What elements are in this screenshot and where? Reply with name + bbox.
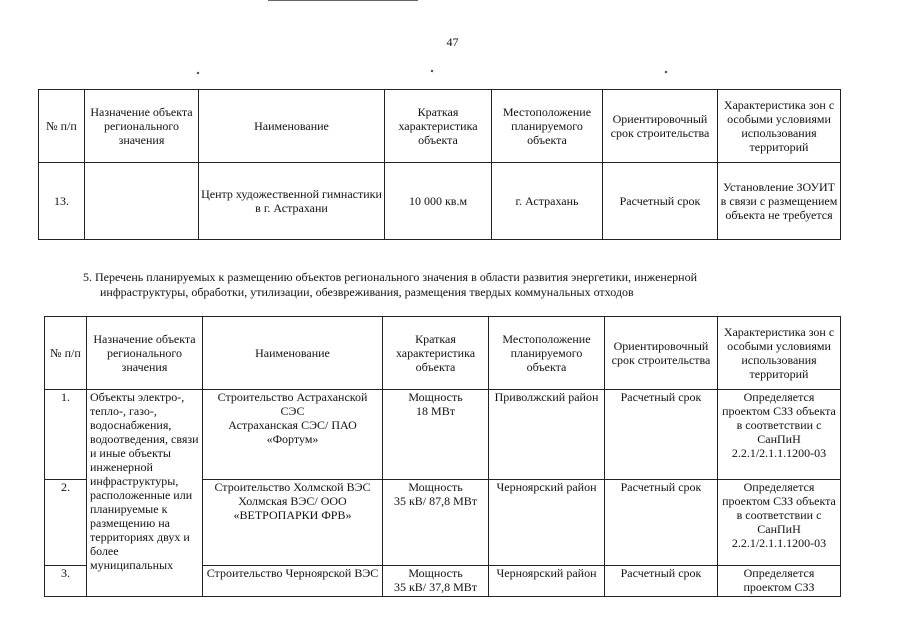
header-cell: Ориентировочный срок строительства xyxy=(605,317,718,390)
scan-speck xyxy=(431,70,434,73)
scan-speck xyxy=(197,72,200,75)
row-term: Расчетный срок xyxy=(603,163,718,240)
objects-table-2 xyxy=(44,316,841,597)
page-number: 47 xyxy=(446,35,459,49)
row-zones: Определяется проектом СЗЗ xyxy=(718,566,841,597)
row-name xyxy=(203,390,383,480)
row-char-line: 35 кВ/ 87,8 МВт xyxy=(393,494,478,508)
row-characteristic xyxy=(383,566,489,597)
row-char-line: Мощность xyxy=(408,566,463,580)
row-number: 13. xyxy=(39,163,85,240)
row-purpose: Объекты электро-, тепло-, газо-, водоснабжения, водоотведения, связи и иные объекты инженерной инфраструктуры, расположенные или планируемые к размещению на территориях двух и более муниципальных xyxy=(87,390,203,597)
section-heading-line-1: 5. Перечень планируемых к размещению объектов регионального значения в области развития энергетики, инженерной xyxy=(83,270,697,284)
header-cell: Краткая характеристика объекта xyxy=(383,317,489,390)
row-purpose xyxy=(85,163,199,240)
header-cell: Характеристика зон с особыми условиями использования территорий xyxy=(718,317,841,390)
table-header-row xyxy=(45,317,841,390)
row-number: 3. xyxy=(45,566,87,597)
header-cell: Краткая характеристика объекта xyxy=(385,90,492,163)
row-location: г. Астрахань xyxy=(492,163,603,240)
row-char-line: 18 МВт xyxy=(416,404,455,418)
row-name: Центр художественной гимнастики в г. Астрахани xyxy=(199,163,385,240)
header-cell: Назначение объекта регионального значения xyxy=(87,317,203,390)
row-name-line: Строительство Черноярской ВЭС xyxy=(206,566,379,580)
section-heading-line-2: инфраструктуры, обработки, утилизации, обезвреживания, размещения твердых коммунальных отходов xyxy=(100,285,634,299)
row-name-line: Строительство Астраханской СЭС xyxy=(217,390,368,418)
row-zones: Определяется проектом СЗЗ объекта в соответствии с СанПиН 2.2.1/2.1.1.1200-03 xyxy=(718,480,841,566)
row-location: Черноярский район xyxy=(489,566,605,597)
table-row xyxy=(45,390,841,480)
row-char-line: Мощность xyxy=(408,390,463,404)
row-name-line: Строительство Холмской ВЭС xyxy=(214,480,371,494)
header-cell: Местоположение планируемого объекта xyxy=(492,90,603,163)
row-term: Расчетный срок xyxy=(605,566,718,597)
header-cell: Назначение объекта регионального значения xyxy=(85,90,199,163)
header-cell: № п/п xyxy=(39,90,85,163)
header-cell: № п/п xyxy=(45,317,87,390)
header-cell: Наименование xyxy=(199,90,385,163)
row-char-line: Мощность xyxy=(408,480,463,494)
header-cell: Ориентировочный срок строительства xyxy=(603,90,718,163)
header-cell: Местоположение планируемого объекта xyxy=(489,317,605,390)
row-location: Приволжский район xyxy=(489,390,605,480)
row-char-line: 35 кВ/ 37,8 МВт xyxy=(393,580,478,594)
row-name xyxy=(203,480,383,566)
row-characteristic xyxy=(383,390,489,480)
table-row xyxy=(39,163,841,240)
section-5-heading xyxy=(83,270,843,300)
row-number: 2. xyxy=(45,480,87,566)
row-number: 1. xyxy=(45,390,87,480)
objects-table-1 xyxy=(38,89,841,240)
top-rule xyxy=(268,0,418,1)
row-characteristic xyxy=(383,480,489,566)
row-location: Черноярский район xyxy=(489,480,605,566)
row-name-line: Астраханская СЭС/ ПАО «Фортум» xyxy=(228,418,357,446)
row-name-line: Холмская ВЭС/ ООО «ВЕТРОПАРКИ ФРВ» xyxy=(233,494,352,522)
row-name xyxy=(203,566,383,597)
row-term: Расчетный срок xyxy=(605,480,718,566)
row-zones: Установление ЗОУИТ в связи с размещением объекта не требуется xyxy=(718,163,841,240)
scan-speck xyxy=(665,71,668,74)
row-characteristic: 10 000 кв.м xyxy=(385,163,492,240)
row-term: Расчетный срок xyxy=(605,390,718,480)
table-header-row xyxy=(39,90,841,163)
header-cell: Наименование xyxy=(203,317,383,390)
row-zones: Определяется проектом СЗЗ объекта в соответствии с СанПиН 2.2.1/2.1.1.1200-03 xyxy=(718,390,841,480)
header-cell: Характеристика зон с особыми условиями использования территорий xyxy=(718,90,841,163)
